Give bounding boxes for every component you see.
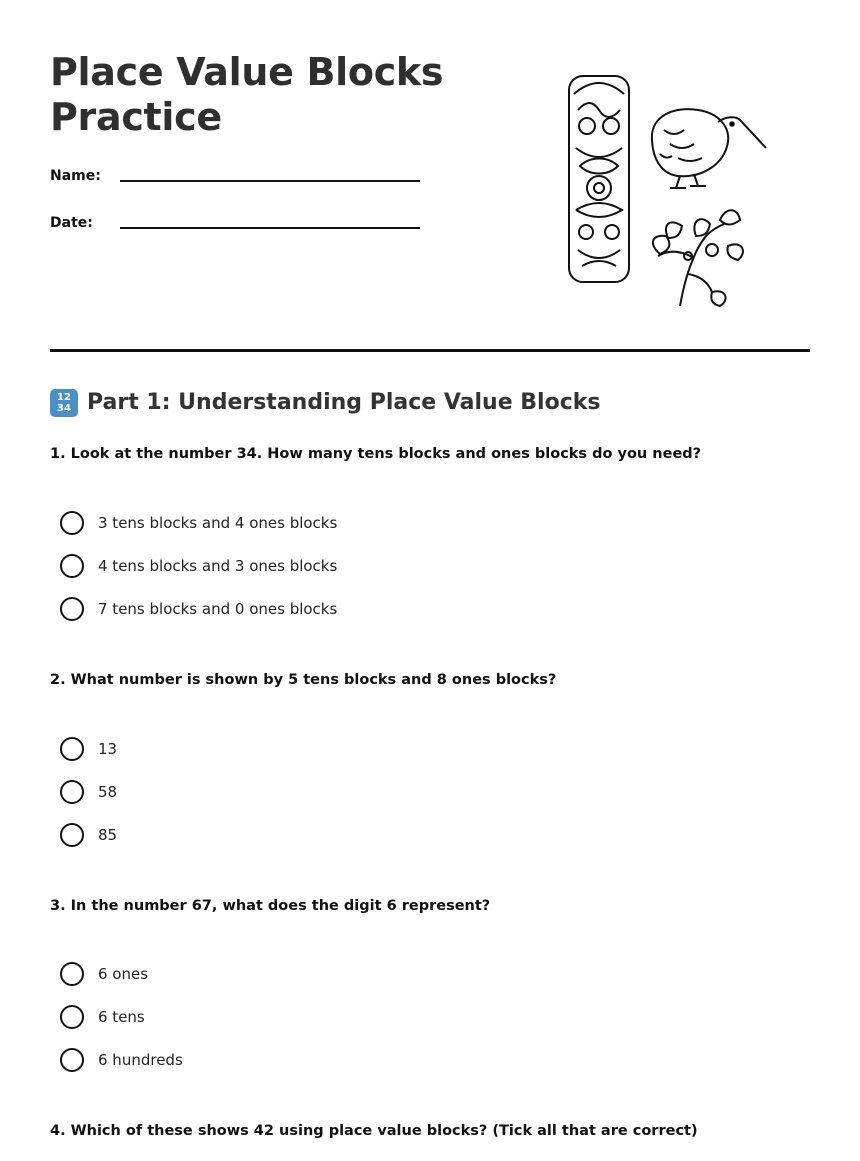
- question-1: 1. Look at the number 34. How many tens blocks and ones blocks do you need?: [50, 446, 702, 462]
- section-title: Part 1: Understanding Place Value Blocks: [87, 390, 601, 415]
- radio-button[interactable]: [60, 962, 84, 986]
- radio-button[interactable]: [60, 1005, 84, 1029]
- icon-digits-top: 12: [57, 392, 71, 403]
- radio-button[interactable]: [60, 737, 84, 761]
- question-2-option-1[interactable]: [60, 736, 117, 762]
- date-line[interactable]: [120, 227, 420, 229]
- flowering-branch-icon: [653, 210, 743, 306]
- date-field[interactable]: [50, 213, 420, 243]
- question-1-option-1[interactable]: [60, 510, 337, 536]
- name-line[interactable]: [120, 180, 420, 182]
- option-label: 58: [98, 783, 118, 801]
- kiwi-bird-icon: [652, 109, 766, 188]
- option-label: 6 ones: [98, 965, 149, 983]
- question-2-option-2[interactable]: [60, 779, 117, 805]
- question-2: 2. What number is shown by 5 tens blocks and 8 ones blocks?: [50, 672, 557, 688]
- title-line-1: Place Value Blocks: [50, 50, 444, 94]
- name-label: Name:: [50, 168, 101, 184]
- radio-button[interactable]: [60, 1048, 84, 1072]
- option-label: 7 tens blocks and 0 ones blocks: [98, 600, 338, 618]
- name-field[interactable]: [50, 166, 420, 196]
- icon-digits-bottom: 34: [57, 403, 71, 414]
- option-label: 6 hundreds: [98, 1051, 183, 1069]
- date-label: Date:: [50, 215, 93, 231]
- option-label: 4 tens blocks and 3 ones blocks: [98, 557, 338, 575]
- carved-pole-icon: [569, 76, 629, 282]
- question-2-option-3[interactable]: [60, 822, 117, 848]
- radio-button[interactable]: [60, 780, 84, 804]
- question-3-option-1[interactable]: [60, 961, 148, 987]
- radio-button[interactable]: [60, 823, 84, 847]
- header-illustration: [560, 70, 780, 310]
- radio-button[interactable]: [60, 554, 84, 578]
- radio-button[interactable]: [60, 597, 84, 621]
- option-label: 13: [98, 740, 118, 758]
- section-divider: [50, 349, 810, 352]
- radio-button[interactable]: [60, 511, 84, 535]
- question-3-option-2[interactable]: [60, 1004, 145, 1030]
- page-title: [50, 50, 443, 140]
- input-numbers-icon: [50, 389, 78, 417]
- question-4: 4. Which of these shows 42 using place value blocks? (Tick all that are correct): [50, 1123, 698, 1139]
- question-1-option-3[interactable]: [60, 596, 337, 622]
- question-3: 3. In the number 67, what does the digit 6 represent?: [50, 898, 491, 914]
- option-label: 6 tens: [98, 1008, 145, 1026]
- section-heading: [50, 388, 600, 418]
- option-label: 85: [98, 826, 118, 844]
- option-label: 3 tens blocks and 4 ones blocks: [98, 514, 338, 532]
- question-3-option-3[interactable]: [60, 1047, 183, 1073]
- title-line-2: Practice: [50, 95, 222, 139]
- question-1-option-2[interactable]: [60, 553, 337, 579]
